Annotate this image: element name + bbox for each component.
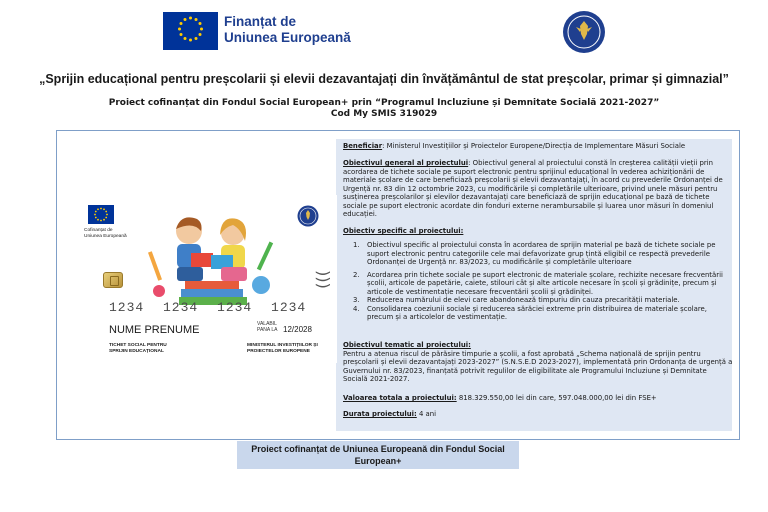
- list-item: [347, 305, 733, 322]
- cofinancing-footer-box: [237, 441, 519, 469]
- eu-funding-label: [224, 14, 351, 46]
- card-eu-label-line2: Uniunea Europeană: [84, 234, 127, 239]
- list-item-number: 4.: [353, 304, 360, 313]
- card-eu-flag-icon: [88, 205, 114, 224]
- list-item-number: 2.: [353, 270, 360, 279]
- list-item-number: 1.: [353, 241, 360, 249]
- specific-objective-label: Obiectiv specific al proiectului:: [343, 227, 464, 235]
- card-valid-label: [257, 321, 277, 333]
- eu-flag-icon: [163, 12, 218, 50]
- list-item-number: 3.: [353, 296, 360, 305]
- card-ticket-type-line1: TICHET SOCIAL PENTRU: [109, 343, 167, 348]
- card-eu-label: [84, 228, 127, 240]
- project-subtitle: [0, 98, 768, 120]
- social-ticket-card: [71, 195, 337, 363]
- card-holder-name: NUME PRENUME: [109, 324, 200, 336]
- card-issuer-line2: PROIECTELOR EUROPENE: [247, 349, 310, 354]
- card-valid-label-line1: VALABIL: [257, 321, 277, 327]
- project-value: [343, 394, 733, 403]
- cofinancing-footer-line2: European+: [354, 456, 402, 466]
- project-duration: [343, 410, 733, 419]
- project-value-amount: 818.329.550,00 lei din care, 597.048.000,00 lei din FSE+: [456, 394, 657, 402]
- project-duration-value: 4 ani: [416, 410, 437, 418]
- project-info-panel: [56, 130, 740, 440]
- thematic-objective-label: Obiectivul tematic al proiectului:: [343, 341, 471, 349]
- beneficiar-line: [343, 142, 733, 151]
- list-item-text: Reducerea numărului de elevi care abandonează timpuriu din cauza precarității materiale.: [367, 296, 680, 305]
- list-item-text: Consolidarea coeziunii sociale și reducerea sărăciei extreme prin distribuirea de materiale școlare, precum și a articolelor de vestimentație.: [367, 304, 707, 322]
- eu-funding-line2: Uniunea Europeană: [224, 30, 351, 45]
- smis-code: Cod My SMIS 319029: [330, 109, 438, 119]
- card-valid-date: 12/2028: [283, 325, 312, 334]
- eu-funding-line1: Finanțat de: [224, 14, 297, 29]
- project-value-label: Valoarea totala a proiectului:: [343, 394, 457, 402]
- card-issuer: [247, 343, 318, 355]
- thematic-objective-text: Pentru a atenua riscul de părăsire timpurie a școlii, a fost aprobată „Schema națională de sprijin pentru preșcolarii și elevii dezavantajați 2023-2027” (S.N.S.E.D 2023-2027), implementată prin Ordonanța de urgență a Guvernului nr. 83/2023, finanțată potrivit regulilor de eligibilitate ale Programului Incluziune și Demnitate Socială 2021-2027.: [343, 349, 733, 384]
- chip-icon: [103, 272, 123, 288]
- contactless-icon: ))): [313, 270, 333, 289]
- card-government-seal-icon: [297, 205, 319, 227]
- children-reading-illustration: [141, 201, 281, 313]
- card-issuer-line1: MINISTERUL INVESTIȚIILOR ȘI: [247, 343, 318, 348]
- card-ticket-type: [109, 343, 167, 355]
- specific-objective-heading: [343, 227, 733, 236]
- card-eu-label-line1: Cofinanțat de: [84, 228, 113, 233]
- romanian-government-seal-icon: [562, 10, 606, 54]
- card-number: 1234 1234 1234 1234: [109, 300, 307, 315]
- beneficiar-value: : Ministerul Investițiilor și Proiectelor Europene/Direcția de Implementare Măsuri Sociale: [382, 142, 686, 150]
- beneficiar-label: Beneficiar: [343, 142, 383, 150]
- list-item-text: Acordarea prin tichete sociale pe suport electronic de materiale școlare, rechizite necesare frecventării școlii, articole de papetărie, caiete, stilouri cât și alte articole necesare în școli și grădinițe, precum și articole de vestimentație necesare frecventării școlii și grădiniței.: [367, 270, 723, 296]
- thematic-objective: [343, 341, 733, 384]
- cofinancing-footer-line1: Proiect cofinanțat de Uniunea Europeană din Fondul Social: [251, 444, 505, 454]
- project-duration-label: Durata proiectului:: [343, 410, 417, 418]
- card-valid-label-line2: PANA LA: [257, 327, 278, 333]
- cofinancing-line: Proiect cofinanțat din Fondul Social European+ prin “Programul Incluziune și Demnitate Socială 2021-2027”: [108, 98, 660, 108]
- general-objective: [343, 159, 733, 219]
- list-item: [347, 241, 733, 267]
- project-title: „Sprijin educațional pentru preșcolarii și elevii dezavantajați din învățământul de stat preșcolar, primar și gimnazial”: [39, 72, 729, 86]
- list-item: [347, 296, 733, 305]
- specific-objective-list: [347, 241, 733, 322]
- general-objective-text: : Obiectivul general al proiectului constă în creșterea calității vieții prin acordarea de tichete sociale pe suport electronic pentru sprijinul educațional în vederea achiziționării de materiale școlare de care beneficiază preșcolarii și elevii dezavantajați, în acord cu prevederile Ordonanței de Urgență nr. 83 din 12 octombrie 2023, cu modificările și completările ulterioare, privind unele măsuri pentru susținerea preșcolarilor și elevilor dezavantajați care beneficiază de sprijin educațional pe bază de tichete sociale pe suport electronic acordate din fonduri externe nerambursabile și luarea unor măsuri în domeniul educației.: [343, 159, 723, 219]
- card-ticket-type-line2: SPRIJIN EDUCAȚIONAL: [109, 349, 164, 354]
- list-item: [347, 271, 733, 297]
- list-item-text: Obiectivul specific al proiectului consta în acordarea de sprijin material pe bază de tichete sociale pe suport electronic pentru categoriile cele mai defavorizate grup țintă eligibil ce respectă prevederile Ordonanței de Urgență nr. 83/2023, cu modificările și completările ulterioare: [367, 241, 716, 267]
- general-objective-label: Obiectivul general al proiectului: [343, 159, 469, 167]
